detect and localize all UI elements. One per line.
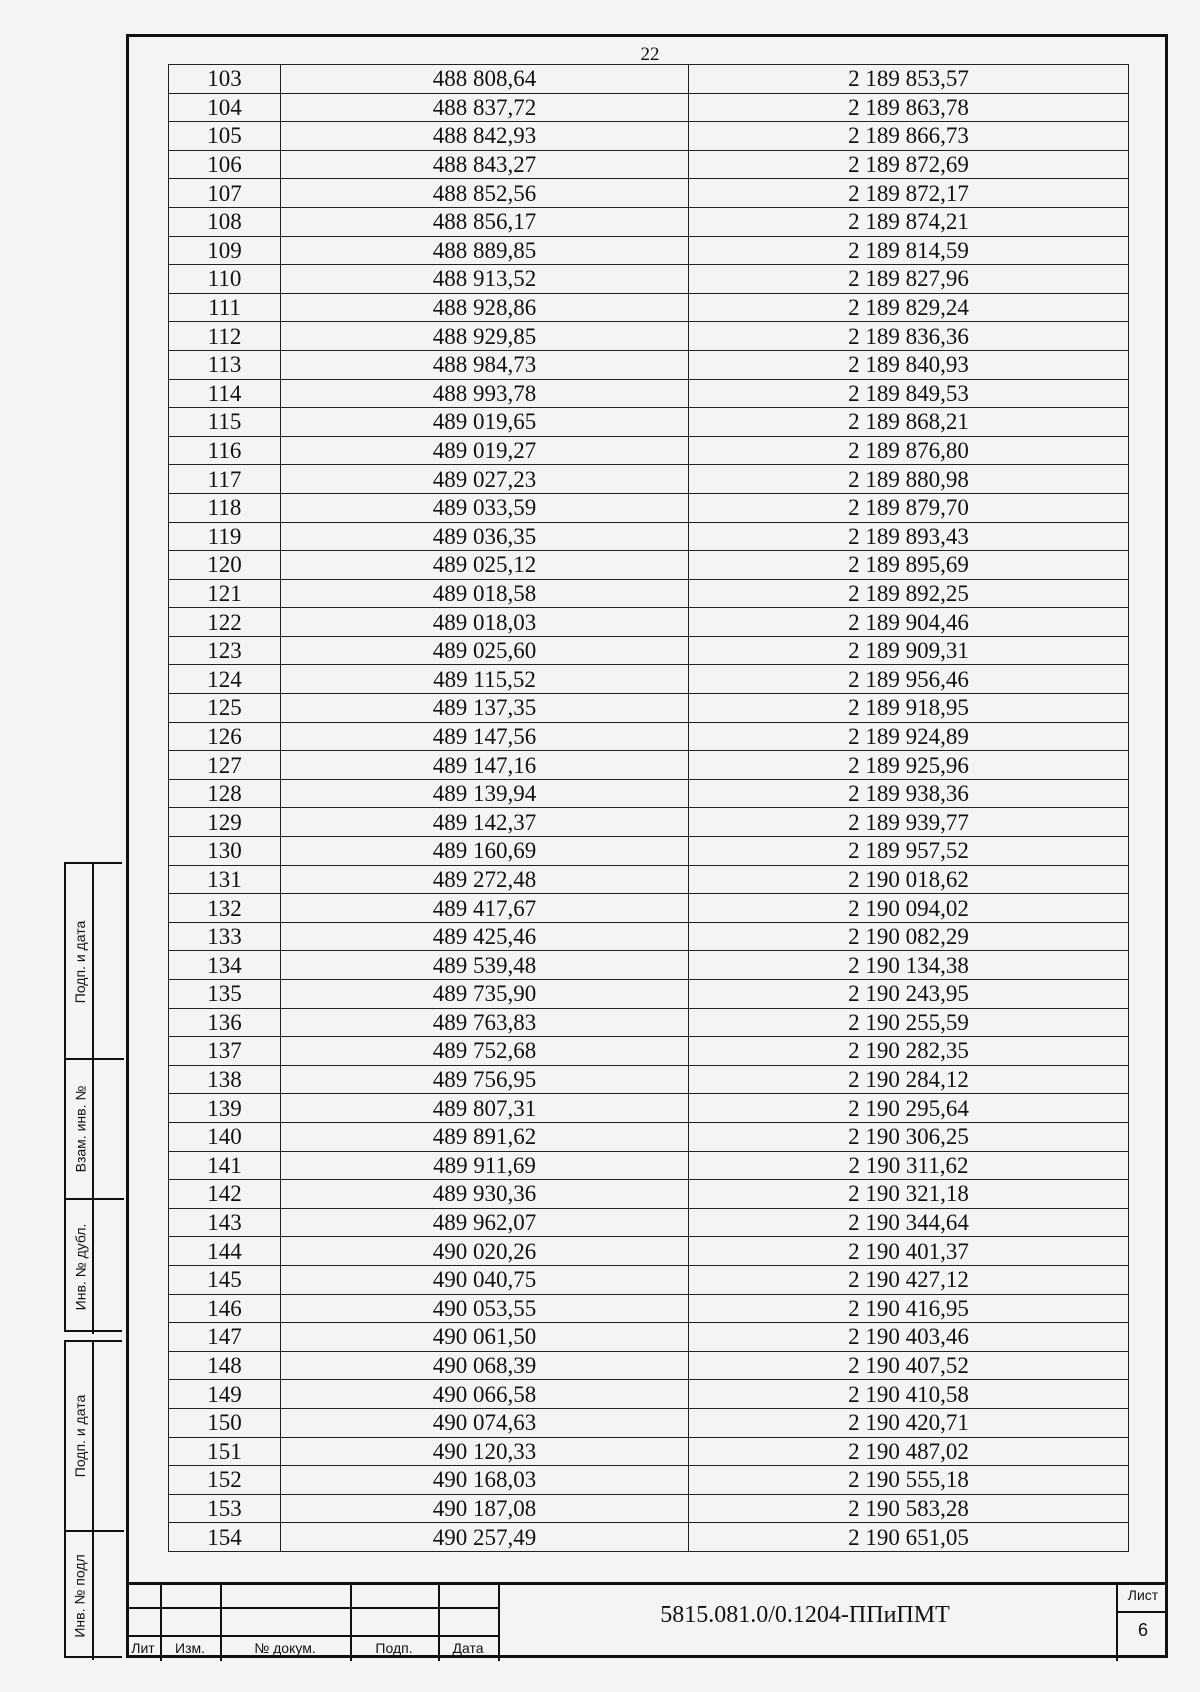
side-label-podp-data-1: Подп. и дата [72,920,88,1004]
coordinate-x: 489 763,83 [281,1008,689,1037]
coordinate-x: 489 272,48 [281,865,689,894]
table-row [169,122,1129,151]
point-number: 109 [169,236,281,265]
coordinate-y: 2 189 893,43 [689,522,1129,551]
point-number: 105 [169,122,281,151]
side-stamp-upper [64,862,122,1332]
coordinate-y: 2 189 924,89 [689,722,1129,751]
table-row [169,93,1129,122]
coordinate-y: 2 189 866,73 [689,122,1129,151]
table-row [169,808,1129,837]
coordinate-x: 490 187,08 [281,1494,689,1523]
point-number: 118 [169,493,281,522]
point-number: 154 [169,1523,281,1552]
coordinate-y: 2 189 957,52 [689,837,1129,866]
table-row [169,1037,1129,1066]
point-number: 122 [169,608,281,637]
page-number: 22 [640,44,660,65]
coordinate-x: 489 139,94 [281,779,689,808]
table-row [169,694,1129,723]
coordinate-y: 2 190 295,64 [689,1094,1129,1123]
coordinate-x: 488 889,85 [281,236,689,265]
side-label-inv-dubl: Инв. № дубл. [72,1223,89,1311]
coordinate-x: 489 142,37 [281,808,689,837]
point-number: 117 [169,465,281,494]
point-number: 103 [169,65,281,94]
side-label-podp-data-2: Подп. и дата [72,1394,88,1478]
coordinate-y: 2 190 401,37 [689,1237,1129,1266]
table-row [169,551,1129,580]
coordinate-y: 2 190 311,62 [689,1151,1129,1180]
coordinate-y: 2 190 082,29 [689,922,1129,951]
table-row [169,350,1129,379]
coordinate-x: 489 033,59 [281,493,689,522]
coordinate-x: 488 928,86 [281,293,689,322]
point-number: 150 [169,1408,281,1437]
coordinate-x: 489 911,69 [281,1151,689,1180]
table-row [169,150,1129,179]
table-row [169,1494,1129,1523]
point-number: 121 [169,579,281,608]
table-row [169,465,1129,494]
coordinate-y: 2 190 427,12 [689,1265,1129,1294]
coordinate-y: 2 189 829,24 [689,293,1129,322]
sheet-label: Лист [1127,1587,1159,1603]
coordinate-x: 489 930,36 [281,1180,689,1209]
point-number: 104 [169,93,281,122]
table-row [169,1323,1129,1352]
coordinate-x: 489 019,27 [281,436,689,465]
table-row [169,1065,1129,1094]
coordinate-x: 489 735,90 [281,980,689,1009]
coordinate-x: 490 053,55 [281,1294,689,1323]
coordinate-x: 488 842,93 [281,122,689,151]
coordinate-y: 2 189 836,36 [689,322,1129,351]
table-row [169,865,1129,894]
table-row [169,1351,1129,1380]
title-block-lit: Лит [131,1640,155,1656]
coordinate-y: 2 189 892,25 [689,579,1129,608]
table-row [169,293,1129,322]
coordinate-y: 2 190 407,52 [689,1351,1129,1380]
coordinate-x: 488 852,56 [281,179,689,208]
point-number: 149 [169,1380,281,1409]
title-block-podp: Подп. [375,1640,413,1656]
coordinate-y: 2 190 651,05 [689,1523,1129,1552]
coordinate-x: 488 929,85 [281,322,689,351]
table-row [169,894,1129,923]
title-block-data: Дата [452,1640,484,1656]
table-row [169,1008,1129,1037]
point-number: 147 [169,1323,281,1352]
coordinate-x: 489 027,23 [281,465,689,494]
table-row [169,265,1129,294]
table-row [169,1208,1129,1237]
coordinate-y: 2 189 925,96 [689,751,1129,780]
coordinate-x: 489 115,52 [281,665,689,694]
document-code: 5815.081.0/0.1204-ППиПМТ [660,1602,950,1628]
coordinate-y: 2 190 344,64 [689,1208,1129,1237]
table-row [169,1380,1129,1409]
table-row [169,1437,1129,1466]
coordinate-x: 489 036,35 [281,522,689,551]
table-row [169,665,1129,694]
coordinates-table-body [169,65,1129,1552]
coordinate-x: 488 856,17 [281,207,689,236]
table-row [169,579,1129,608]
coordinate-y: 2 190 416,95 [689,1294,1129,1323]
table-row [169,636,1129,665]
point-number: 140 [169,1122,281,1151]
coordinate-y: 2 190 243,95 [689,980,1129,1009]
point-number: 114 [169,379,281,408]
point-number: 106 [169,150,281,179]
point-number: 131 [169,865,281,894]
coordinate-x: 488 913,52 [281,265,689,294]
table-row [169,1151,1129,1180]
point-number: 112 [169,322,281,351]
coordinate-x: 488 837,72 [281,93,689,122]
point-number: 125 [169,694,281,723]
table-row [169,751,1129,780]
coordinate-y: 2 189 939,77 [689,808,1129,837]
coordinate-y: 2 190 134,38 [689,951,1129,980]
coordinate-x: 490 061,50 [281,1323,689,1352]
coordinate-y: 2 189 879,70 [689,493,1129,522]
coordinate-x: 489 018,58 [281,579,689,608]
point-number: 153 [169,1494,281,1523]
coordinate-x: 489 019,65 [281,408,689,437]
coordinate-x: 489 018,03 [281,608,689,637]
coordinate-y: 2 189 872,69 [689,150,1129,179]
point-number: 139 [169,1094,281,1123]
coordinate-x: 489 962,07 [281,1208,689,1237]
coordinate-y: 2 189 868,21 [689,408,1129,437]
coordinate-x: 489 147,56 [281,722,689,751]
table-row [169,65,1129,94]
coordinate-x: 488 808,64 [281,65,689,94]
point-number: 110 [169,265,281,294]
point-number: 135 [169,980,281,1009]
table-row [169,980,1129,1009]
title-block-doc-no: № докум. [254,1640,316,1656]
point-number: 133 [169,922,281,951]
table-row [169,922,1129,951]
coordinate-y: 2 189 863,78 [689,93,1129,122]
table-row [169,179,1129,208]
table-row [169,1180,1129,1209]
point-number: 120 [169,551,281,580]
coordinate-y: 2 189 814,59 [689,236,1129,265]
table-row [169,436,1129,465]
coordinate-x: 489 756,95 [281,1065,689,1094]
point-number: 108 [169,207,281,236]
coordinate-y: 2 190 487,02 [689,1437,1129,1466]
coordinate-x: 489 147,16 [281,751,689,780]
table-row [169,207,1129,236]
point-number: 124 [169,665,281,694]
coordinate-y: 2 190 018,62 [689,865,1129,894]
point-number: 128 [169,779,281,808]
point-number: 134 [169,951,281,980]
coordinate-y: 2 189 904,46 [689,608,1129,637]
coordinate-y: 2 189 849,53 [689,379,1129,408]
point-number: 145 [169,1265,281,1294]
sheet-number: 6 [1137,1620,1148,1640]
coordinate-y: 2 189 895,69 [689,551,1129,580]
coordinate-y: 2 190 410,58 [689,1380,1129,1409]
coordinate-x: 488 984,73 [281,350,689,379]
coordinate-y: 2 189 880,98 [689,465,1129,494]
point-number: 115 [169,408,281,437]
point-number: 151 [169,1437,281,1466]
coordinate-y: 2 189 909,31 [689,636,1129,665]
coordinate-x: 489 425,46 [281,922,689,951]
coordinate-x: 489 160,69 [281,837,689,866]
point-number: 141 [169,1151,281,1180]
coordinate-y: 2 190 282,35 [689,1037,1129,1066]
coordinate-x: 490 020,26 [281,1237,689,1266]
point-number: 152 [169,1466,281,1495]
side-label-vzam-inv: Взам. инв. № [72,1085,89,1173]
coordinate-x: 490 066,58 [281,1380,689,1409]
coordinate-y: 2 189 874,21 [689,207,1129,236]
point-number: 127 [169,751,281,780]
coordinate-x: 489 752,68 [281,1037,689,1066]
point-number: 146 [169,1294,281,1323]
point-number: 142 [169,1180,281,1209]
table-row [169,322,1129,351]
title-block-izm: Изм. [175,1640,205,1656]
point-number: 130 [169,837,281,866]
coordinate-x: 490 257,49 [281,1523,689,1552]
coordinate-y: 2 189 876,80 [689,436,1129,465]
side-label-inv-podl: Инв. № подл [72,1554,89,1638]
table-row [169,1094,1129,1123]
table-row [169,1265,1129,1294]
coordinate-x: 490 074,63 [281,1408,689,1437]
table-row [169,236,1129,265]
point-number: 144 [169,1237,281,1266]
table-row [169,779,1129,808]
point-number: 137 [169,1037,281,1066]
coordinate-x: 489 807,31 [281,1094,689,1123]
point-number: 123 [169,636,281,665]
side-stamp-lower [64,1340,122,1658]
table-row [169,522,1129,551]
table-row [169,408,1129,437]
point-number: 116 [169,436,281,465]
coordinate-y: 2 190 306,25 [689,1122,1129,1151]
coordinate-y: 2 190 583,28 [689,1494,1129,1523]
table-row [169,1294,1129,1323]
coordinate-y: 2 190 094,02 [689,894,1129,923]
coordinate-x: 490 068,39 [281,1351,689,1380]
coordinate-x: 489 025,12 [281,551,689,580]
coordinate-x: 489 891,62 [281,1122,689,1151]
point-number: 111 [169,293,281,322]
coordinate-x: 490 168,03 [281,1466,689,1495]
point-number: 113 [169,350,281,379]
coordinate-y: 2 190 284,12 [689,1065,1129,1094]
coordinate-y: 2 190 255,59 [689,1008,1129,1037]
table-row [169,1408,1129,1437]
coordinate-y: 2 190 403,46 [689,1323,1129,1352]
point-number: 143 [169,1208,281,1237]
point-number: 119 [169,522,281,551]
point-number: 138 [169,1065,281,1094]
table-row [169,837,1129,866]
coordinate-y: 2 189 840,93 [689,350,1129,379]
coordinate-x: 489 025,60 [281,636,689,665]
table-row [169,722,1129,751]
coordinates-table [168,64,1129,1552]
table-row [169,1466,1129,1495]
table-row [169,379,1129,408]
table-row [169,1122,1129,1151]
coordinate-y: 2 190 555,18 [689,1466,1129,1495]
coordinate-x: 490 040,75 [281,1265,689,1294]
coordinate-y: 2 189 956,46 [689,665,1129,694]
point-number: 132 [169,894,281,923]
coordinate-y: 2 190 420,71 [689,1408,1129,1437]
point-number: 136 [169,1008,281,1037]
point-number: 129 [169,808,281,837]
coordinate-x: 489 539,48 [281,951,689,980]
table-row [169,608,1129,637]
coordinate-x: 488 843,27 [281,150,689,179]
table-row [169,951,1129,980]
table-row [169,493,1129,522]
point-number: 107 [169,179,281,208]
point-number: 126 [169,722,281,751]
coordinate-y: 2 190 321,18 [689,1180,1129,1209]
coordinate-x: 488 993,78 [281,379,689,408]
coordinate-x: 490 120,33 [281,1437,689,1466]
coordinate-y: 2 189 827,96 [689,265,1129,294]
coordinate-y: 2 189 938,36 [689,779,1129,808]
coordinate-x: 489 137,35 [281,694,689,723]
coordinate-y: 2 189 872,17 [689,179,1129,208]
table-row [169,1237,1129,1266]
coordinate-y: 2 189 853,57 [689,65,1129,94]
table-row [169,1523,1129,1552]
point-number: 148 [169,1351,281,1380]
coordinate-x: 489 417,67 [281,894,689,923]
coordinate-y: 2 189 918,95 [689,694,1129,723]
